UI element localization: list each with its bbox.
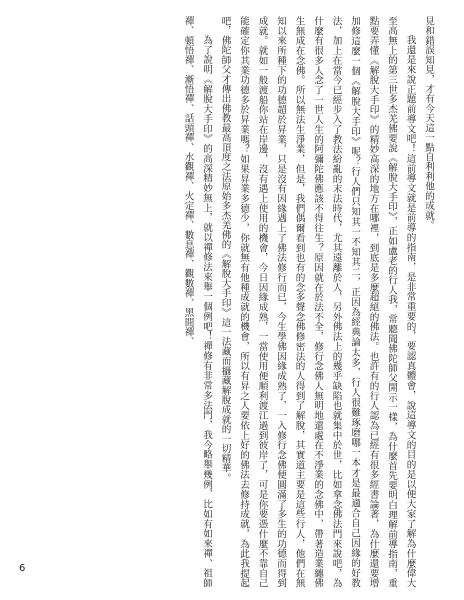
vertical-text-body	[178, 16, 437, 588]
paragraph: 我還是來說正題前導文吧！這前導文就是前導的指南，是非常重要的，要認真體會，說這導文的目的是以便大家了解為什麼偉大至高無上的第三世多杰羌佛要說《解脫大手印》，正如盧老的行人我，常聽聞佛陀師父開示一樣，為什麼首先要明白理解前導指南，重點要弄懂《解脫大手印》的精妙高深的地方在哪裡，到底是多麼超絕的佛法。也許有的行人認為已經有很多經書論著，為什麼還要增加修這麼一個《解脫大手印》呢？行人們只知其一不知其二，正因為經典論太多，行人很難琢磨哪一本才是最適合自己因緣的好教法，加上在當今已經步入了教法紛亂的末法時代，尤其遠離於人，另外佛法上的幾乎缺陷也就集中於世，比如拿念佛法門來說吧，為什麼有很多人念了一世人生的阿彌陀佛應該不得往生？原因就在於法不全，修行念佛人無明地還處在不淨業的念佛中，帶著造業纏佛生無成在念佛。所以無法生淨業，但是，我們偶爾看到也有的念多聲念佛修密法的人得到了解脫，其實道主要是這些行人，他們在無知以來所種下的功德超於昇業，只是沒有因緣遇上了佛法修行而已，今生學佛因緣成熟了，一入修行念佛便圓滿了多生的功德而得到成就。就如一般渡船你站在岸邊，沒有遇上使用的機會，今日因緣成熟，一當使用便順利渡江過到彼岸了，可是你要憑什麼不靠自己能確定你其業功德多於昇業嗎？如果昇業多德少，你就無有他種成就的機會，所以有昇之人要依上好的佛法去修持成就，為此我提起吧，佛陀師父才傳出佛教最高頂度之法原始多杰羌佛的《解脫大手印》這一法藏而攝藏解脫成就的一切精華。	[219, 16, 416, 588]
paragraph: 見和錯誤知見，才有今天這一點自利利他的成就。	[423, 16, 434, 230]
paragraph: 為了說明《解脫大手印》的高深精妙無上，就以禪修法來舉一個例吧！禪修有非常多法門，我今略舉幾例，比如有如來禪、祖師禪、頓悟禪、漸悟禪、話頭禪、水觀禪、火定禪、數息禪、觀數禪、黑間禪、	[182, 16, 212, 588]
page-number: 6	[19, 563, 26, 574]
